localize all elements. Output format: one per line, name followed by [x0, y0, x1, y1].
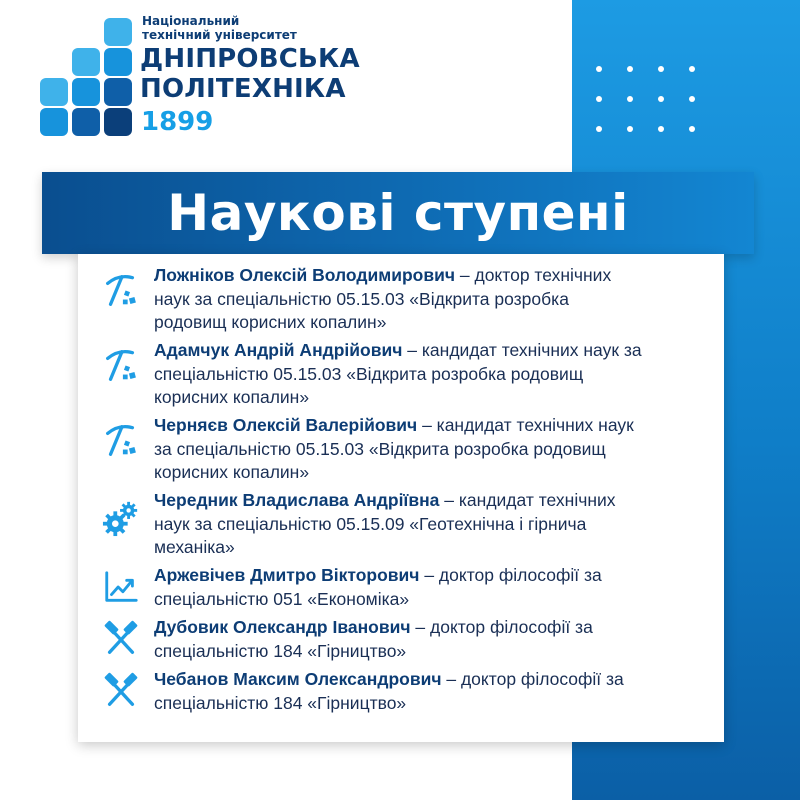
list-item — [98, 414, 704, 489]
degree-text: за спеціальністю 05.15.03 «Відкрита розробка родовищ — [154, 438, 606, 459]
degree-text: спеціальністю 184 «Гірництво» — [154, 692, 407, 713]
person-name: Дубовик Олександр Іванович — [154, 617, 411, 637]
list-item — [98, 264, 704, 339]
university-logo-icon — [40, 18, 132, 138]
university-subtitle-line2: технічний університет — [142, 28, 297, 42]
degree-text: – кандидат технічних — [439, 490, 616, 510]
dot — [689, 96, 695, 102]
degrees-card — [78, 254, 724, 742]
page-title: Наукові ступені — [167, 184, 629, 242]
person-name: Черняєв Олексій Валерійович — [154, 415, 418, 435]
degree-text: – доктор філософії за — [419, 565, 602, 585]
dot — [627, 96, 633, 102]
pickaxe-icon — [102, 347, 140, 385]
degree-text: корисних копалин» — [154, 387, 310, 407]
dot — [689, 126, 695, 132]
degree-text: – доктор технічних — [455, 265, 612, 285]
pickaxe-icon — [102, 422, 140, 460]
university-brand — [140, 44, 360, 104]
list-item — [98, 489, 704, 564]
list-item — [98, 616, 704, 668]
degree-text: – доктор філософії за — [410, 617, 593, 637]
university-subtitle-line1: Національний — [142, 14, 240, 28]
gears-icon — [102, 499, 140, 537]
entry-text — [154, 414, 704, 485]
dot — [596, 126, 602, 132]
dot — [596, 96, 602, 102]
entry-text — [154, 616, 704, 663]
hammers-icon — [102, 620, 140, 658]
degree-text: спеціальністю 05.15.03 «Відкрита розробка родовищ — [154, 363, 584, 384]
degree-text: – доктор філософії за — [441, 669, 624, 689]
dot — [658, 66, 664, 72]
pickaxe-icon — [102, 272, 140, 310]
entry-text — [154, 264, 704, 335]
degree-text: родовищ корисних копалин» — [154, 312, 387, 332]
dot — [596, 66, 602, 72]
degree-text: корисних копалин» — [154, 462, 310, 482]
title-banner — [42, 172, 754, 254]
person-name: Адамчук Андрій Андрійович — [154, 340, 403, 360]
dot — [689, 66, 695, 72]
person-name: Чередник Владислава Андріївна — [154, 490, 440, 510]
entry-text — [154, 339, 704, 410]
degree-text: наук за спеціальністю 05.15.09 «Геотехнічна і гірнича — [154, 513, 587, 534]
founding-year: 1899 — [141, 107, 214, 137]
person-name: Ложніков Олексій Володимирович — [154, 265, 456, 285]
entry-text — [154, 489, 704, 560]
dot — [658, 126, 664, 132]
brand-line1: ДНІПРОВСЬКА — [140, 44, 360, 74]
entry-text — [154, 564, 704, 611]
brand-line2: ПОЛІТЕХНІКА — [140, 74, 346, 104]
degree-text: спеціальністю 051 «Економіка» — [154, 588, 410, 609]
dot — [627, 66, 633, 72]
degree-text: – кандидат технічних наук за — [402, 340, 642, 360]
degree-text: спеціальністю 184 «Гірництво» — [154, 640, 407, 661]
degree-text: – кандидат технічних наук — [417, 415, 634, 435]
degree-text: механіка» — [154, 537, 235, 557]
hammers-icon — [102, 672, 140, 710]
list-item — [98, 668, 704, 720]
dot — [627, 126, 633, 132]
list-item — [98, 339, 704, 414]
person-name: Аржевічев Дмитро Вікторович — [154, 565, 420, 585]
university-subtitle — [142, 14, 297, 42]
entry-text — [154, 668, 704, 715]
dot — [658, 96, 664, 102]
list-item — [98, 564, 704, 616]
decorative-dot-grid — [596, 66, 695, 132]
degree-text: наук за спеціальністю 05.15.03 «Відкрита розробка — [154, 288, 569, 309]
person-name: Чебанов Максим Олександрович — [154, 669, 442, 689]
chart-growth-icon — [102, 568, 140, 606]
